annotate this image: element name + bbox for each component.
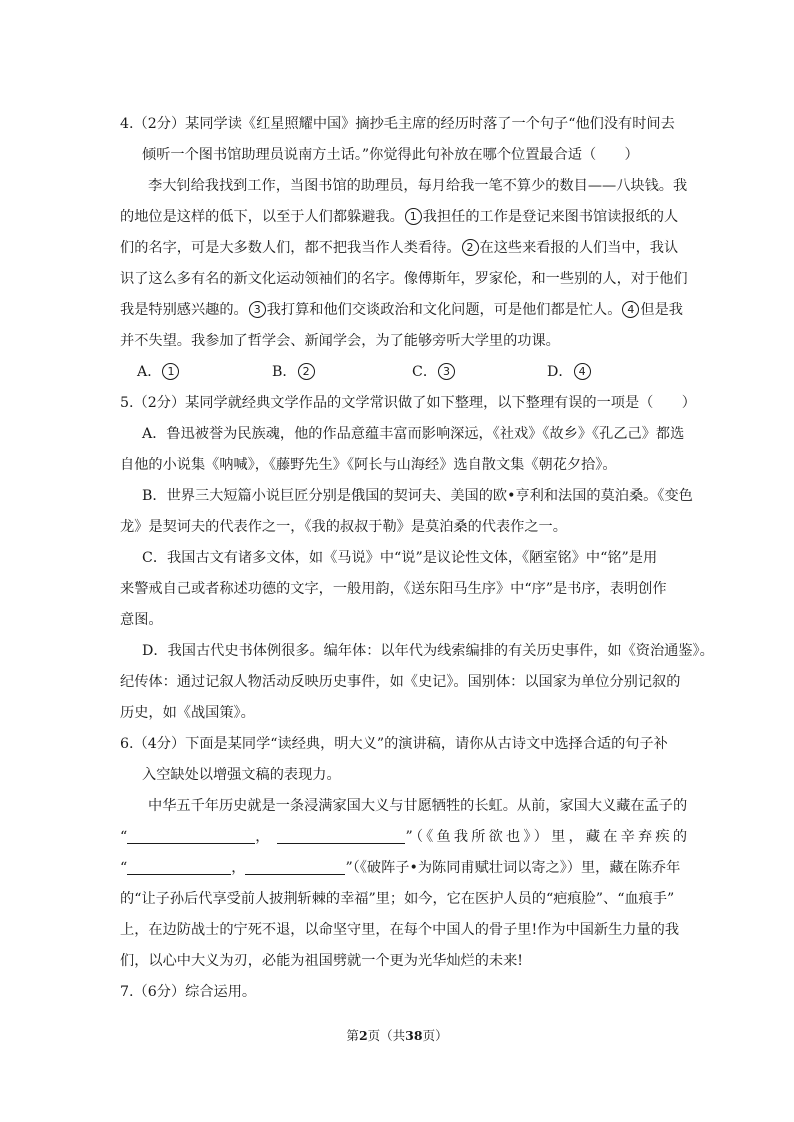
q4-passage-line4: 识了这么多有名的新文化运动领袖们的名字。像傅斯年，罗家伦，和一些别的人，对于他们 <box>120 271 688 287</box>
q6-passage-line5: 上，在边防战士的宁死不退，以命坚守里，在每个中国人的骨子里!作为中国新生力量的我 <box>120 922 680 938</box>
footer-text: 第 <box>346 1028 359 1043</box>
q5-option-d-line3: 历史，如《战国策》。 <box>120 705 255 721</box>
q4-heading-line1: 4.（2分）某同学读《红星照耀中国》摘抄毛主席的经历时落了一个句子“他们没有时间去 <box>120 116 675 132</box>
footer-text: 页） <box>422 1028 448 1043</box>
q5-option-a-line2: 自他的小说集《呐喊》，《藤野先生》《阿长与山海经》选自散文集《朝花夕拾》。 <box>120 457 617 473</box>
footer-text: 页（共 <box>367 1028 406 1043</box>
circled-number-3: 3 <box>249 301 266 318</box>
q5-option-d-line1[interactable]: D．我国古代史书体例很多。编年体：以年代为线索编排的有关历史事件，如《资治通鉴》。 <box>142 643 714 659</box>
q4-passage-text: 在这些来看报的人们当中，我认 <box>479 240 679 256</box>
q6-heading-line1: 6.（4分）下面是某同学“读经典，明大义”的演讲稿，请你从古诗文中选择合适的句子补 <box>120 736 668 752</box>
q5-heading: 5.（2分）某同学就经典文学作品的文学常识做了如下整理，以下整理有误的一项是（ ） <box>120 395 696 411</box>
comma: ， <box>255 829 270 845</box>
option-letter: D． <box>547 364 573 380</box>
page-footer <box>0 1028 794 1044</box>
q4-passage-text: 我是特别感兴趣的。 <box>120 302 248 318</box>
q5-option-c-line2: 来警戒自己或者称述功德的文字，一般用韵，《送东阳马生序》中“序”是书序，表明创作 <box>120 581 667 597</box>
circled-number-2: 2 <box>462 239 479 256</box>
q5-option-b-line1[interactable]: B．世界三大短篇小说巨匠分别是俄国的契诃夫、美国的欧•亨利和法国的莫泊桑。《变色 <box>142 488 693 504</box>
q6-passage-line3 <box>120 858 680 878</box>
circled-number-4: 4 <box>574 363 591 380</box>
q4-passage-text: 我担任的工作是登记来图书馆读报纸的人 <box>422 209 679 225</box>
q4-passage-line5 <box>120 300 683 320</box>
q4-heading-line2: 倾听一个图书馆助理员说南方土话。”你觉得此句补放在哪个位置最合适（ ） <box>142 147 639 163</box>
q6-passage-line1: 中华五千年历史就是一条浸满家国大义与甘愿牺牲的长虹。从前，家国大义藏在孟子的 <box>148 798 688 814</box>
q7-heading: 7.（6分）综合运用。 <box>120 984 257 1000</box>
open-quote: “ <box>120 860 128 876</box>
circled-number-1: 1 <box>162 363 179 380</box>
q4-passage-text: 们的名字，可是大多数人们，都不把我当作人类看待。 <box>120 240 461 256</box>
option-letter: A． <box>137 364 162 380</box>
q6-passage-line6: 们，以心中大义为刃，必能为祖国劈就一个更为光华灿烂的未来! <box>120 953 523 969</box>
q4-passage-line2 <box>120 207 678 227</box>
q4-passage-text: 的地位是这样的低下，以至于人们都躲避我。 <box>120 209 404 225</box>
q4-option-d[interactable] <box>547 362 592 382</box>
total-pages-number: 38 <box>405 1028 423 1043</box>
q5-option-c-line1[interactable]: C．我国古文有诸多文体，如《马说》中“说”是议论性文体，《陋室铭》中“铭”是用 <box>142 550 658 566</box>
q4-passage-text: 但是我 <box>640 302 683 318</box>
circled-number-2: 2 <box>298 363 315 380</box>
source-note: ”（《鱼我所欲也》）里，藏在辛弃疾的 <box>405 829 691 845</box>
q4-option-c[interactable] <box>412 362 456 382</box>
fill-blank-4[interactable] <box>245 860 345 875</box>
q5-option-a-line1[interactable]: A．鲁迅被誉为民族魂，他的作品意蕴丰富而影响深远，《社戏》《故乡》《孔乙己》都选 <box>142 426 685 442</box>
q4-passage-line6: 并不失望。我参加了哲学会、新闻学会，为了能够旁听大学里的功课。 <box>120 333 560 349</box>
q4-passage-line1: 李大钊给我找到工作，当图书馆的助理员，每月给我一笔不算少的数目——八块钱。我 <box>148 178 688 194</box>
q4-passage-text: 我打算和他们交谈政治和文化问题，可是他们都是忙人。 <box>266 302 622 318</box>
comma: ， <box>231 860 246 876</box>
current-page-number: 2 <box>358 1028 368 1043</box>
source-note: ”（《破阵子•为陈同甫赋壮词以寄之》）里，藏在陈乔年 <box>345 860 681 876</box>
q5-option-d-line2: 纪传体：通过记叙人物活动反映历史事件，如《史记》。国别体：以国家为单位分别记叙的 <box>120 674 681 690</box>
q4-passage-line3 <box>120 238 678 258</box>
fill-blank-3[interactable] <box>127 860 231 875</box>
q4-option-a[interactable] <box>137 362 180 382</box>
q5-option-b-line2: 龙》是契诃夫的代表作之一，《我的叔叔于勒》是莫泊桑的代表作之一。 <box>120 519 567 535</box>
q4-option-b[interactable] <box>272 362 316 382</box>
option-letter: B． <box>272 364 297 380</box>
q6-passage-line2 <box>120 827 690 847</box>
q5-option-c-line3: 意图。 <box>120 612 163 628</box>
open-quote: “ <box>120 829 128 845</box>
option-letter: C． <box>412 364 438 380</box>
fill-blank-1[interactable] <box>127 829 255 844</box>
circled-number-1: 1 <box>405 208 422 225</box>
q6-heading-line2: 入空缺处以增强文稿的表现力。 <box>142 767 341 783</box>
q6-passage-line4: 的“让子孙后代享受前人披荆斩棘的幸福”里；如今，它在医护人员的“疤痕脸”、“血痕手” <box>120 891 675 907</box>
circled-number-4: 4 <box>622 301 639 318</box>
circled-number-3: 3 <box>438 363 455 380</box>
fill-blank-2[interactable] <box>277 829 405 844</box>
